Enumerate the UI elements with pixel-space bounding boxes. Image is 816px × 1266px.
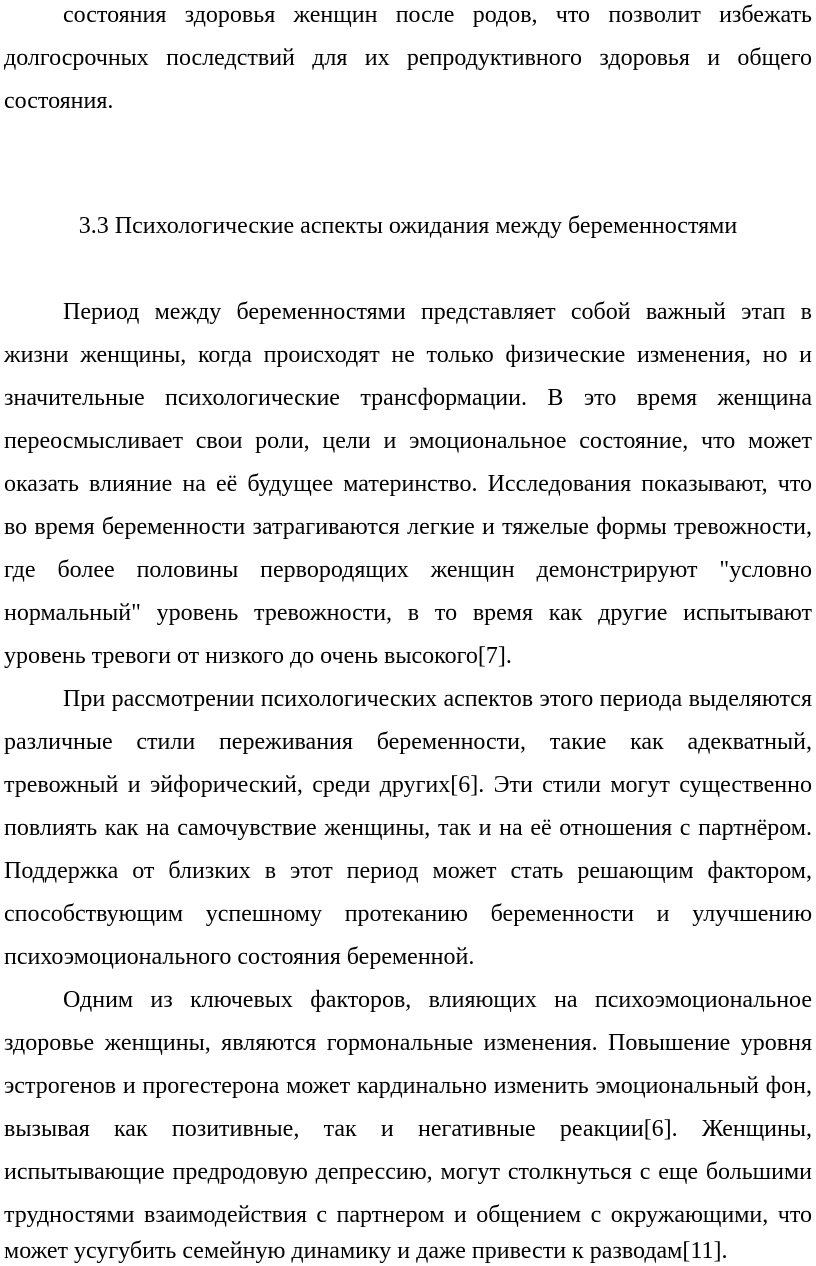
text-line: эстрогенов и прогестерона может кардинально изменить эмоциональный фон, — [4, 1073, 812, 1099]
text-line: долгосрочных последствий для их репродуктивного здоровья и общего — [4, 45, 812, 71]
text-line: может усугубить семейную динамику и даже привести к разводам[11]. — [4, 1238, 728, 1264]
text-line: оказать влияние на её будущее материнство. Исследования показывают, что — [4, 471, 812, 497]
text-line: вызывая как позитивные, так и негативные реакции[6]. Женщины, — [4, 1116, 812, 1142]
text-line: тревожный и эйфорический, среди других[6]. Эти стили могут существенно — [4, 772, 812, 798]
text-line: во время беременности затрагиваются легкие и тяжелые формы тревожности, — [4, 514, 812, 540]
text-line: где более половины первородящих женщин демонстрируют "условно — [4, 557, 812, 583]
text-line: трудностями взаимодействия с партнером и общением с окружающими, что — [4, 1202, 812, 1228]
section-heading: 3.3 Психологические аспекты ожидания между беременностями — [78, 213, 738, 239]
text-line: Одним из ключевых факторов, влияющих на психоэмоциональное — [63, 987, 812, 1013]
text-line: жизни женщины, когда происходят не только физические изменения, но и — [4, 342, 812, 368]
text-line: Период между беременностями представляет собой важный этап в — [63, 299, 812, 325]
text-line: испытывающие предродовую депрессию, могут столкнуться с еще большими — [4, 1159, 812, 1185]
text-line: уровень тревоги от низкого до очень высокого[7]. — [4, 643, 512, 669]
text-line: различные стили переживания беременности, такие как адекватный, — [4, 729, 812, 755]
text-line: значительные психологические трансформации. В это время женщина — [4, 385, 812, 411]
text-line: психоэмоционального состояния беременной. — [4, 944, 475, 970]
text-line: состояния. — [4, 88, 114, 114]
text-line: переосмысливает свои роли, цели и эмоциональное состояние, что может — [4, 428, 812, 454]
text-line: При рассмотрении психологических аспектов этого периода выделяются — [63, 686, 812, 712]
text-line: здоровье женщины, являются гормональные изменения. Повышение уровня — [4, 1030, 812, 1056]
text-line: нормальный" уровень тревожности, в то время как другие испытывают — [4, 600, 812, 626]
text-line: состояния здоровья женщин после родов, что позволит избежать — [63, 2, 812, 28]
text-line: повлиять как на самочувствие женщины, так и на её отношения с партнёром. — [4, 815, 812, 841]
text-line: способствующим успешному протеканию беременности и улучшению — [4, 901, 812, 927]
text-line: Поддержка от близких в этот период может стать решающим фактором, — [4, 858, 812, 884]
